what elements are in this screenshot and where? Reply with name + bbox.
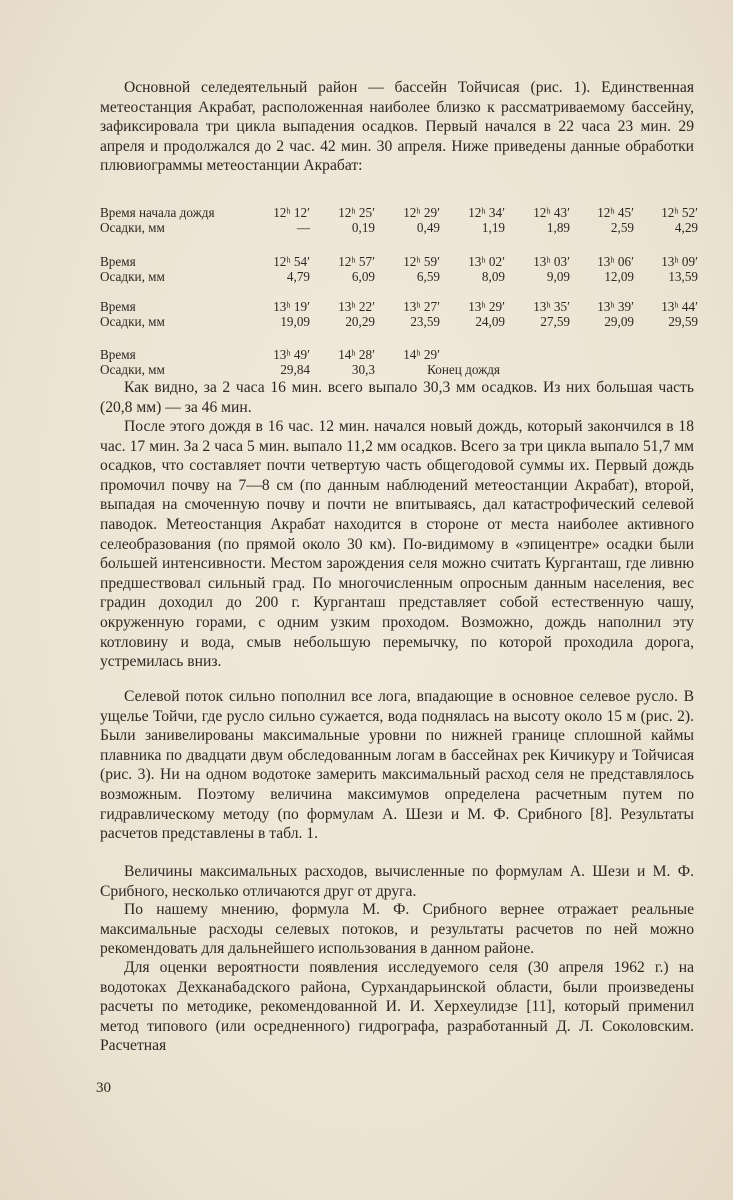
rain-cell: 6,09	[351, 269, 375, 284]
time-row	[100, 299, 698, 314]
time-cell: 13ʰ 19′	[273, 299, 310, 314]
time-cell: 14ʰ 28′	[338, 347, 375, 362]
rain-cell: 27,59	[540, 314, 570, 329]
rain-row	[100, 220, 698, 235]
rain-cell: 1,19	[481, 220, 505, 235]
time-cell: 12ʰ 52′	[661, 205, 698, 220]
rain-row-label: Осадки, мм	[100, 220, 165, 235]
time-row-label: Время	[100, 254, 136, 269]
page-number: 30	[96, 1080, 111, 1096]
rain-cell: 1,89	[546, 220, 570, 235]
rainfall-group	[100, 205, 698, 235]
time-cell: 14ʰ 29′	[403, 347, 440, 362]
rain-cell: —	[296, 220, 310, 235]
time-cell: 13ʰ 27′	[403, 299, 440, 314]
time-cell: 13ʰ 22′	[338, 299, 375, 314]
time-cell: 12ʰ 59′	[403, 254, 440, 269]
rainfall-table	[100, 205, 698, 377]
time-cell: 12ʰ 12′	[273, 205, 310, 220]
time-cell: 13ʰ 09′	[661, 254, 698, 269]
rainfall-group	[100, 347, 698, 377]
end-of-rain-label: Конец дождя	[427, 362, 500, 377]
rainfall-group	[100, 254, 698, 284]
time-cell: 13ʰ 02′	[468, 254, 505, 269]
rain-cell: 24,09	[475, 314, 505, 329]
rain-cell: 4,79	[286, 269, 310, 284]
time-row	[100, 347, 698, 362]
rain-row	[100, 314, 698, 329]
time-cell: 13ʰ 35′	[533, 299, 570, 314]
rain-row	[100, 269, 698, 284]
rain-cell: 9,09	[546, 269, 570, 284]
rain-cell: 6,59	[416, 269, 440, 284]
time-cell: 12ʰ 57′	[338, 254, 375, 269]
time-cell: 13ʰ 44′	[661, 299, 698, 314]
formula-comparison-paragraph: Величины максимальных расходов, вычисленные по формулам А. Шези и М. Ф. Срибного, несколько отличаются друг от друга.	[100, 863, 694, 900]
rain-cell: 29,59	[668, 314, 698, 329]
rain-cell: 29,84	[280, 362, 310, 377]
summary-paragraph: Как видно, за 2 часа 16 мин. всего выпало 30,3 мм осадков. Из них большая часть (20,8 мм) — за 46 мин.	[100, 379, 694, 416]
rain-cell: 0,49	[416, 220, 440, 235]
rain-cell: 0,19	[351, 220, 375, 235]
rainfall-group	[100, 299, 698, 329]
rain-cell: 23,59	[410, 314, 440, 329]
second-rain-paragraph: После этого дождя в 16 час. 12 мин. начался новый дождь, который закончился в 18 час. 17 мин. За 2 часа 5 мин. выпало 11,2 мм осадков. Всего за три цикла выпало 51,7 мм осадков, что составляет почти четвертую часть общегодовой суммы их. Первый дождь промочил почву на 7—8 см (по данным наблюдений метеостанции Акрабат), второй, выпадая на смоченную почву и почти не впитываясь, дал катастрофический селевой паводок. Метеостанция Акрабат находится в стороне от места наиболее активного селеобразования (по прямой около 30 км). По-видимому в «эпицентре» осадки были большей интенсивности. Местом зарождения селя можно считать Курганташ, где ливню предшествовал сильный град. По многочисленным опросным данным населения, вес градин доходил до 200 г. Курганташ представляет собой естественную чашу, окруженную горами, с одним узким проходом. Возможно, дождь наполнил эту котловину и вода, смыв небольшую перемычку, по которой проходила дорога, устремилась вниз.	[100, 418, 694, 671]
rain-row-label: Осадки, мм	[100, 362, 165, 377]
time-row-label: Время	[100, 299, 136, 314]
rain-row-label: Осадки, мм	[100, 269, 165, 284]
time-cell: 13ʰ 06′	[597, 254, 634, 269]
time-cell: 13ʰ 49′	[273, 347, 310, 362]
rain-cell: 13,59	[668, 269, 698, 284]
time-cell: 12ʰ 54′	[273, 254, 310, 269]
time-row	[100, 205, 698, 220]
rain-cell: 19,09	[280, 314, 310, 329]
time-cell: 13ʰ 39′	[597, 299, 634, 314]
time-cell: 13ʰ 29′	[468, 299, 505, 314]
time-cell: 12ʰ 34′	[468, 205, 505, 220]
mudflow-paragraph: Селевой поток сильно пополнил все лога, впадающие в основное селевое русло. В ущелье Тойчи, где русло сильно сужается, вода поднялась на высоту около 15 м (рис. 2). Были занивелированы максимальные уровни по нижней границе сплошной каймы плавника по двадцати двум обследованным логам в бассейнах рек Кичикуру и Тойчисая (рис. 3). Ни на одном водотоке замерить максимальный расход селя не представлялось возможным. Поэтому величина максимумов определена расчетным путем по гидравлическому методу (по формулам А. Шези и М. Ф. Срибного [8]. Результаты расчетов представлены в табл. 1.	[100, 688, 694, 843]
rain-cell: 4,29	[674, 220, 698, 235]
rain-cell: 12,09	[604, 269, 634, 284]
rain-cell: 20,29	[345, 314, 375, 329]
rain-row-label: Осадки, мм	[100, 314, 165, 329]
time-cell: 12ʰ 25′	[338, 205, 375, 220]
rain-cell: 2,59	[610, 220, 634, 235]
rain-cell: 29,09	[604, 314, 634, 329]
time-row-label: Время	[100, 347, 136, 362]
time-row-label: Время начала дождя	[100, 205, 215, 220]
probability-paragraph: Для оценки вероятности появления исследуемого селя (30 апреля 1962 г.) на водотоках Дехканабадского района, Сурхандарьинской области, были произведены расчеты по методике, рекомендованной И. И. Херхеулидзе [11], который применил метод типового (или осредненного) гидрографа, разработанный Д. Л. Соколовским. Расчетная	[100, 959, 694, 1055]
rain-row	[100, 362, 698, 377]
time-cell: 12ʰ 43′	[533, 205, 570, 220]
opinion-paragraph: По нашему мнению, формула М. Ф. Срибного вернее отражает реальные максимальные расходы селевых потоков, и результаты расчетов по ней можно рекомендовать для дальнейшего использования в данном районе.	[100, 901, 694, 958]
rain-cell: 30,3	[351, 362, 375, 377]
time-row	[100, 254, 698, 269]
time-cell: 13ʰ 03′	[533, 254, 570, 269]
time-cell: 12ʰ 45′	[597, 205, 634, 220]
intro-paragraph: Основной селедеятельный район — бассейн Тойчисая (рис. 1). Единственная метеостанция Акрабат, расположенная наиболее близко к рассматриваемому бассейну, зафиксировала три цикла выпадения осадков. Первый начался в 22 часа 23 мин. 29 апреля и продолжался до 2 час. 42 мин. 30 апреля. Ниже приведены данные обработки плювиограммы метеостанции Акрабат:	[100, 79, 694, 175]
rain-cell: 8,09	[481, 269, 505, 284]
time-cell: 12ʰ 29′	[403, 205, 440, 220]
